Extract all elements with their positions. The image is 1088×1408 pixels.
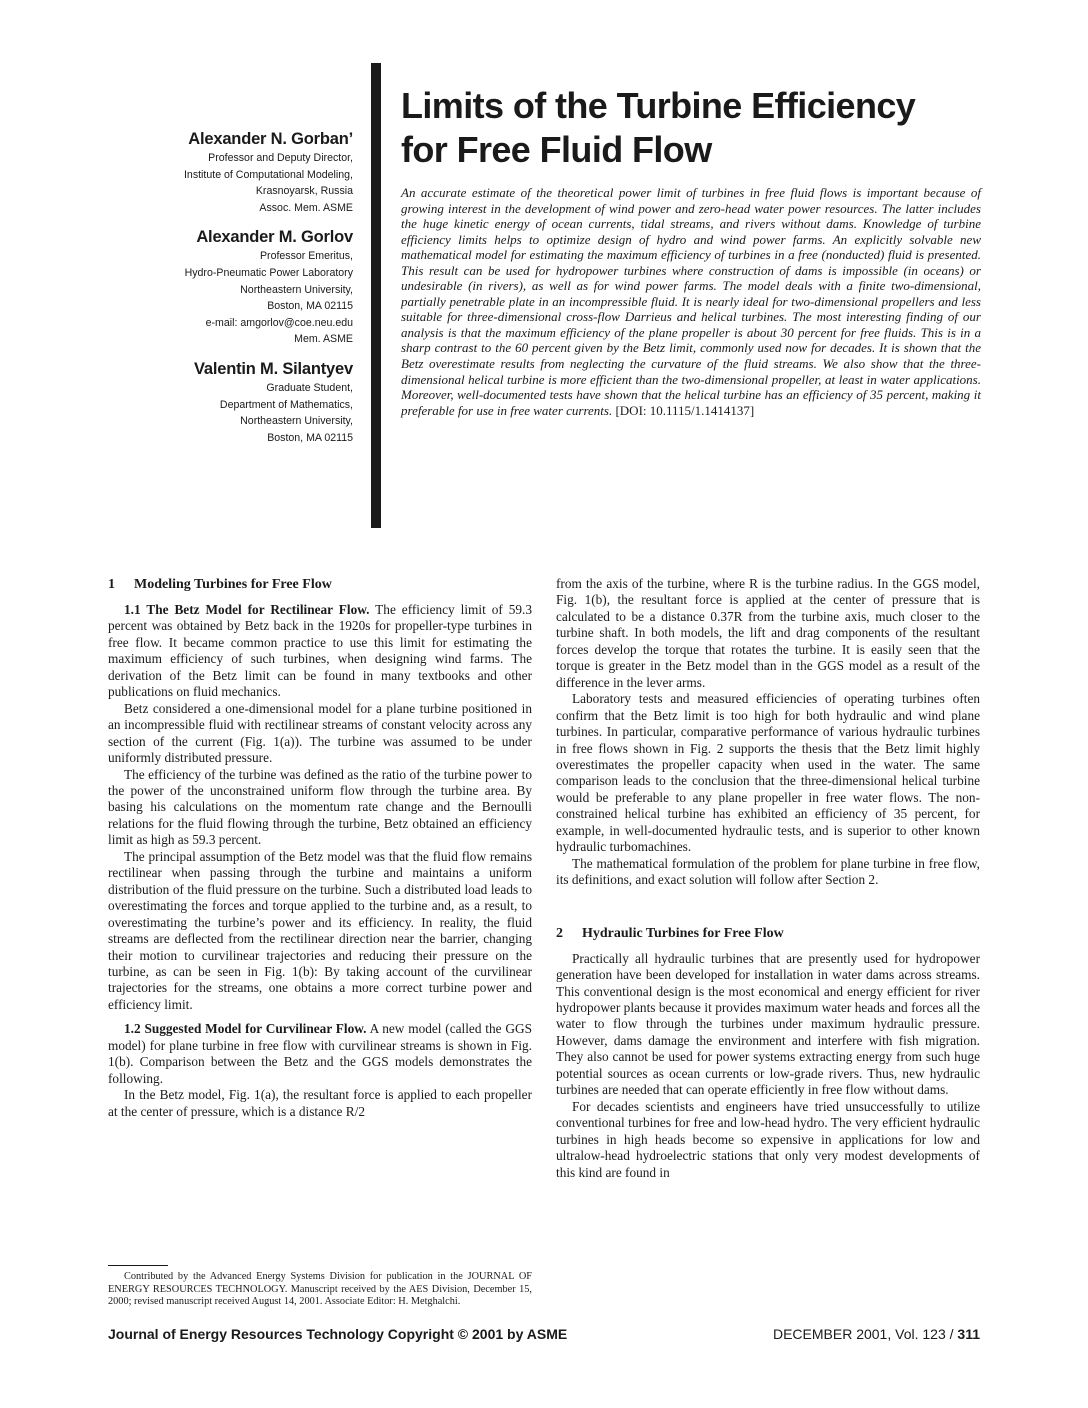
author-affiliation: Boston, MA 02115 bbox=[267, 300, 353, 313]
paragraph: The efficiency of the turbine was defined as the ratio of the turbine power to the power of the unconstrained uniform flow through the turbine area. By basing his calculations on the momentum rate change and the Bernoulli relations for the fluid flowing through the turbine, Betz obtained an efficiency limit as high as 59.3 percent. bbox=[108, 766, 532, 848]
paragraph: Practically all hydraulic turbines that are presently used for hydropower generation have been developed for installation in water dams across streams. This conventional design is the most economical and energy efficient for river hydropower plants because it provides maximum water heads and forces all the water to flow through the turbines under maximum hydraulic pressure. However, dams damage the environment and interfere with fish migration. They also cannot be used for power systems extracting energy from such huge potential sources as ocean currents or low-grade rivers. Thus, new hydraulic turbines are needed that can operate efficiently in free flow without dams. bbox=[556, 950, 980, 1098]
footnote: Contributed by the Advanced Energy Systems Division for publication in the JOURNAL OF ENERGY RESOURCES TECHNOLOGY. Manuscript received by the AES Division, December 15, 2000; revised manuscript received August 14, 2001. Associate Editor: H. Metghalchi. bbox=[108, 1271, 532, 1308]
footnote-rule bbox=[108, 1265, 168, 1266]
paragraph: Laboratory tests and measured efficiencies of operating turbines often confirm that the Betz limit is too high for both hydraulic and wind plane turbines. In particular, comparative performance of various hydraulic turbines in free flows shown in Fig. 2 supports the thesis that the Betz limit highly overestimates the propeller capacity when used in the water. The same comparison leads to the conclusion that the three-dimensional helical turbine would be preferable to any plane propeller in free water flows. The non-constrained helical turbine has exhibited an efficiency of 35 percent, for example, in well-documented hydraulic tests, and is superior to other known hydraulic turbomachines. bbox=[556, 691, 980, 855]
paragraph: In the Betz model, Fig. 1(a), the resultant force is applied to each propeller at the center of pressure, which is a distance R/2 bbox=[108, 1087, 532, 1119]
author-affiliation: Northeastern University, bbox=[240, 415, 353, 428]
paragraph: Betz considered a one-dimensional model for a plane turbine positioned in an incompressible fluid with rectilinear streams of constant velocity across any section of the current (Fig. 1(a)). The turbine was assumed to be under uniformly distributed pressure. bbox=[108, 700, 532, 766]
author-affiliation: Krasnoyarsk, Russia bbox=[255, 185, 353, 198]
spacer bbox=[556, 889, 980, 925]
doi-link[interactable]: [DOI: 10.1115/1.1414137] bbox=[615, 402, 755, 418]
author-name: Alexander M. Gorlov bbox=[196, 228, 353, 247]
author-affiliation: Hydro-Pneumatic Power Laboratory bbox=[184, 266, 353, 279]
journal-footer: Journal of Energy Resources Technology Copyright © 2001 by ASME bbox=[108, 1326, 568, 1342]
author-affiliation: Institute of Computational Modeling, bbox=[183, 168, 353, 181]
author-affiliation: Graduate Student, bbox=[266, 381, 353, 394]
author-block bbox=[110, 358, 353, 446]
author-block bbox=[110, 128, 353, 216]
issue-footer bbox=[773, 1326, 980, 1342]
author-name: Alexander N. Gorban’ bbox=[188, 130, 353, 148]
subsection-heading: 1.1 The Betz Model for Rectilinear Flow. bbox=[124, 602, 370, 617]
title-divider-bar bbox=[371, 63, 381, 528]
paragraph: 1.1 The Betz Model for Rectilinear Flow. The efficiency limit of 59.3 percent was obtained by Betz back in the 1920s for propeller-type turbines in free flow. It became common practice to use this limit for estimating the maximum efficiency of such turbines, when designing wind farms. The derivation of the Betz limit can be found in many textbooks and other publications on fluid mechanics. bbox=[108, 602, 533, 700]
author-affiliation: Northeastern University, bbox=[240, 283, 353, 296]
right-column bbox=[556, 576, 980, 1181]
title-line: Limits of the Turbine Efficiency bbox=[401, 85, 916, 126]
title-line: for Free Fluid Flow bbox=[401, 129, 712, 170]
author-affiliation: Professor and Deputy Director, bbox=[208, 152, 353, 164]
issue-info: DECEMBER 2001, Vol. 123 / bbox=[772, 1326, 958, 1342]
author-name: Valentin M. Silantyev bbox=[193, 359, 353, 378]
paragraph: The mathematical formulation of the problem for plane turbine in free flow, its definitions, and exact solution will follow after Section 2. bbox=[556, 855, 980, 888]
paragraph: The principal assumption of the Betz model was that the fluid flow remains rectilinear when passing through the turbine and maintains a uniform distribution of the fluid pressure on the turbine. Such a distributed load leads to overestimating the forces and torque applied to the turbine and, as a result, to overestimating the turbine’s power and its efficiency. In reality, the fluid streams are deflected from the rectilinear direction near the barrier, changing their motion to curvilinear trajectories and reducing their pressure on the turbine, as can be seen in Fig. 1(b): By taking account of the curvilinear trajectories for the streams, one obtains a more correct turbine power and efficiency limit. bbox=[108, 848, 532, 1012]
paragraph: 1.2 Suggested Model for Curvilinear Flow. A new model (called the GGS model) for plane turbine in free flow with curvilinear streams is shown in Fig. 1(b). Comparison between the Betz and the GGS models demonstrates the following. bbox=[108, 1021, 532, 1086]
author-affiliation: Assoc. Mem. ASME bbox=[259, 201, 353, 214]
paper-title bbox=[401, 84, 1021, 172]
abstract-text: An accurate estimate of the theoretical power limit of turbines in free fluid flows is important because of growing interest in the development of wind power and zero-head water power resources. The latter includes the huge kinetic energy of ocean currents, tidal streams, and rivers without dams. Knowledge of turbine efficiency limits helps to optimize design of hydro and wind power farms. An explicitly solvable new mathematical model for estimating the maximum efficiency of turbines in a free (nonducted) fluid is presented. This result can be used for hydropower turbines where construction of dams is impossible (in oceans) or undesirable (in rivers), as well as for wind power farms. The model deals with a finite two-dimensional, partially penetrable plate in an incompressible fluid. It is nearly ideal for two-dimensional propellers and less suitable for three-dimensional cross-flow Darrieus and helical turbines. The most interesting finding of our analysis is that the maximum efficiency of the plane propeller is about 30 percent for free fluids. This is in a sharp contrast to the 60 percent given by the Betz limit, commonly used now for decades. It is shown that the Betz overestimate results from neglecting the curvature of the fluid streams. We also show that the three-dimensional helical turbine is more efficient than the two-dimensional propeller, at least in water applications. Moreover, well-documented tests have shown that the helical turbine has an efficiency of 35 percent, making it preferable for use in free water currents. bbox=[401, 185, 981, 418]
abstract bbox=[401, 185, 981, 418]
subsection-heading: 1.2 Suggested Model for Curvilinear Flow. bbox=[124, 1021, 367, 1037]
author-affiliation: Boston, MA 02115 bbox=[267, 431, 353, 444]
author-affiliation: Mem. ASME bbox=[294, 333, 353, 346]
author-affiliation: Department of Mathematics, bbox=[219, 398, 353, 411]
author-block bbox=[110, 226, 353, 348]
left-column bbox=[108, 576, 532, 1120]
paragraph: For decades scientists and engineers have tried unsuccessfully to utilize conventional turbines for free and low-head hydro. The very efficient hydraulic turbines in high heads become so expensive in applications for low and ultralow-head hydroelectric stations that only very modest developments of this kind are found in bbox=[556, 1098, 980, 1180]
section-heading: 1 Modeling Turbines for Free Flow bbox=[108, 577, 332, 592]
author-list bbox=[110, 128, 353, 456]
author-email: e-mail: amgorlov@coe.neu.edu bbox=[205, 316, 353, 329]
author-affiliation: Professor Emeritus, bbox=[259, 250, 353, 263]
page-number: 311 bbox=[957, 1326, 980, 1342]
spacer bbox=[108, 1013, 532, 1021]
paragraph: from the axis of the turbine, where R is the turbine radius. In the GGS model, Fig. 1(b), the resultant force is applied at the center of pressure that is calculated to be a distance 0.37R from the turbine axis, much closer to the turbine shaft. In both models, the lift and drag components of the resultant forces develop the torque that rotates the turbine. It is easily seen that the torque is greater in the Betz model than in the GGS model as a result of the difference in the lever arms. bbox=[556, 576, 980, 690]
section-heading: 2 Hydraulic Turbines for Free Flow bbox=[556, 925, 784, 941]
